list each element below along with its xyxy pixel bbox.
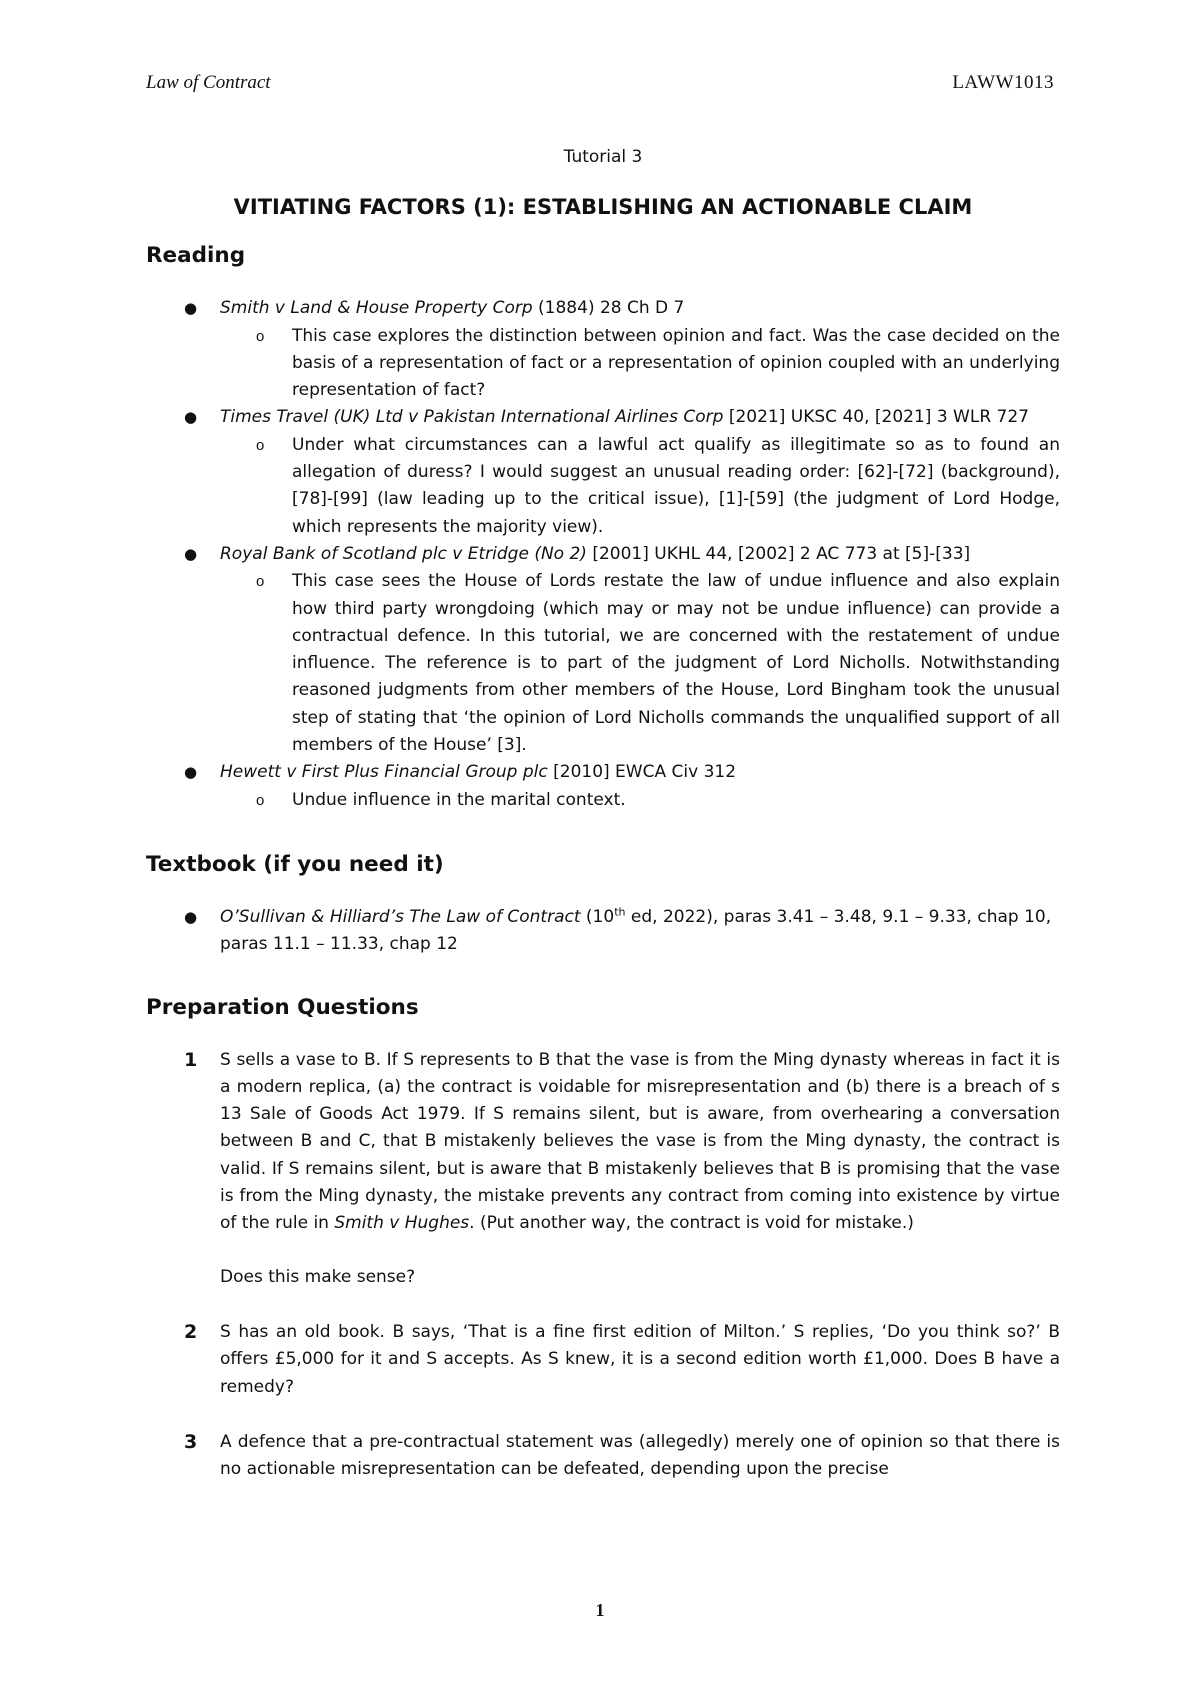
bullet-icon: ● <box>184 408 198 427</box>
question-number: 2 <box>184 1320 198 1343</box>
case-name: Hewett v First Plus Financial Group plc <box>220 762 548 783</box>
reading-note <box>146 432 1060 541</box>
question-text: S sells a vase to B. If S represents to B that the vase is from the Ming dynasty whereas in fact it is a modern replica, (a) the contract is voidable for misrepresentation and (b) there is a breach of s 13 Sale of Goods Act 1979. If S remains silent, but is aware, from overhearing a conversation between B and C, that B mistakenly believes the vase is from the Ming dynasty, the contract is valid. If S remains silent, but is aware that B mistakenly believes that B is promising that the vase is from the Ming dynasty, the mistake prevents any contract from coming into existence by virtue of the rule in <box>220 1049 1060 1234</box>
textbook-edition-sup: th <box>614 905 626 919</box>
header-course-name: Law of Contract <box>146 72 271 93</box>
page-title: VITIATING FACTORS (1): ESTABLISHING AN ACTIONABLE CLAIM <box>233 195 973 220</box>
textbook-edition-pre: (10 <box>580 906 615 927</box>
question-1 <box>146 1047 1060 1238</box>
page-number: 1 <box>595 1600 605 1620</box>
textbook-list <box>146 904 1060 959</box>
question-text: S has an old book. B says, ‘That is a fine first edition of Milton.’ S replies, ‘Do you think so?’ B offers £5,000 for it and S accepts. As S knew, it is a second edition worth £1,000. Does B have a remedy? <box>220 1321 1060 1397</box>
question-case-name: Smith v Hughes <box>334 1213 470 1234</box>
case-citation: [2001] UKHL 44, [2002] 2 AC 773 at [5]-[33] <box>586 543 971 564</box>
textbook-title: O’Sullivan & Hilliard’s The Law of Contract <box>220 906 581 927</box>
sub-bullet-icon: o <box>256 573 265 591</box>
case-name: Times Travel (UK) Ltd v Pakistan International Airlines Corp <box>220 407 724 428</box>
textbook-heading: Textbook (if you need it) <box>146 851 444 877</box>
reading-note <box>146 323 1060 405</box>
question-3 <box>146 1429 1060 1484</box>
document-body <box>146 144 1060 1483</box>
bullet-icon: ● <box>184 907 198 926</box>
bullet-icon: ● <box>184 299 198 318</box>
case-citation: [2021] UKSC 40, [2021] 3 WLR 727 <box>723 407 1029 428</box>
question-number: 1 <box>184 1048 198 1071</box>
reading-item <box>146 404 1060 540</box>
textbook-item <box>146 904 1060 959</box>
case-citation: [2010] EWCA Civ 312 <box>547 762 737 783</box>
reading-item <box>146 541 1060 759</box>
question-2 <box>146 1319 1060 1401</box>
reading-note-text: Under what circumstances can a lawful act qualify as illegitimate so as to found an allegation of duress? I would suggest an unusual reading order: [62]-[72] (background), [78]-[99] (law leading up to the critical issue), [1]-[59] (the judgment of Lord Hodge, which represents the majority view). <box>292 434 1060 537</box>
sub-bullet-icon: o <box>256 791 265 809</box>
textbook-edition-post: ed, 2022), paras 3.41 – 3.48, 9.1 – 9.33, chap 10, paras 11.1 – 11.33, chap 12 <box>220 906 1052 955</box>
sub-bullet-icon: o <box>256 327 265 345</box>
reading-note-text: This case sees the House of Lords restate the law of undue influence and also explain how third party wrongdoing (which may or may not be undue influence) can provide a contractual defence. In this tutorial, we are concerned with the restatement of undue influence. The reference is to part of the judgment of Lord Nicholls. Notwithstanding reasoned judgments from other members of the House, Lord Bingham took the unusual step of stating that ‘the opinion of Lord Nicholls commands the unqualified support of all members of the House’ [3]. <box>292 571 1060 756</box>
question-text: A defence that a pre-contractual statement was (allegedly) merely one of opinion so that there is no actionable misrepresentation can be defeated, depending upon the precise <box>220 1431 1060 1480</box>
reading-heading: Reading <box>146 243 246 269</box>
case-citation: (1884) 28 Ch D 7 <box>532 298 685 319</box>
bullet-icon: ● <box>184 544 198 563</box>
tutorial-label: Tutorial 3 <box>563 147 643 167</box>
reading-note-text: Undue influence in the marital context. <box>292 789 626 810</box>
case-name: Smith v Land & House Property Corp <box>220 298 533 319</box>
preparation-heading: Preparation Questions <box>146 994 419 1020</box>
reading-item <box>146 295 1060 404</box>
sub-bullet-icon: o <box>256 436 265 454</box>
header-course-code: LAWW1013 <box>952 72 1054 93</box>
question-number: 3 <box>184 1430 198 1453</box>
bullet-icon: ● <box>184 763 198 782</box>
reading-note <box>146 568 1060 759</box>
reading-item <box>146 759 1060 814</box>
reading-list <box>146 295 1060 814</box>
reading-note-text: This case explores the distinction between opinion and fact. Was the case decided on the basis of a representation of fact or a representation of opinion coupled with an underlying representation of fact? <box>292 325 1060 401</box>
reading-note <box>146 787 1060 814</box>
question-1-followup: Does this make sense? <box>220 1266 416 1287</box>
question-text-end: . (Put another way, the contract is void for mistake.) <box>469 1213 914 1234</box>
case-name: Royal Bank of Scotland plc v Etridge (No 2) <box>220 543 587 564</box>
